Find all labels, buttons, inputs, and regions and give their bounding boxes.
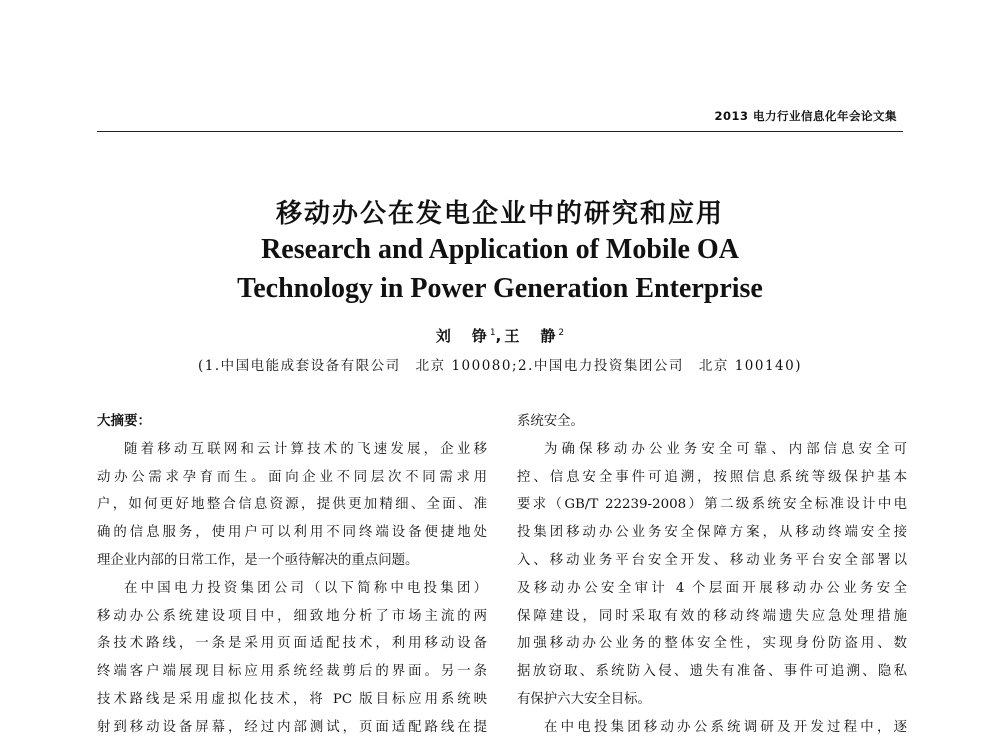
author-2: 王 静 [504, 327, 559, 345]
title-chinese: 移动办公在发电企业中的研究和应用 [275, 199, 724, 229]
text-line: 加强移动办公业务的整体安全性，实现身份防盗用、数 [517, 636, 907, 652]
abstract-left-column [97, 408, 487, 742]
header-rule [97, 131, 903, 132]
author-separator: , [495, 327, 505, 345]
text-line: 户，如何更好地整合信息资源，提供更加精细、全面、准 [97, 497, 487, 513]
abstract-heading: 大摘要： [97, 413, 151, 429]
text-line: 终端客户端展现目标应用系统经裁剪后的界面。另一条 [97, 664, 487, 680]
authors [0, 325, 1000, 346]
text-line: 有保护六大安全目标。 [517, 691, 651, 707]
text-line: 条技术路线，一条是采用页面适配技术，利用移动设备 [97, 636, 487, 652]
text-line: 在中电投集团移动办公系统调研及开发过程中，逐 [544, 719, 907, 735]
text-line: 技术路线是采用虚拟化技术，将 PC 版目标应用系统映 [97, 691, 487, 707]
text-line: 投集团移动办公业务安全保障方案，从移动终端安全接 [517, 525, 907, 541]
text-line: 射到移动设备屏幕，经过内部测试，页面适配路线在提 [97, 719, 487, 735]
title-english-line-1: Research and Application of Mobile OA [261, 234, 739, 265]
text-line: 控、信息安全事件可追溯，按照信息系统等级保护基本 [517, 469, 907, 485]
text-line: 为确保移动办公业务安全可靠、内部信息安全可 [544, 441, 907, 457]
text-line: 随着移动互联网和云计算技术的飞速发展，企业移 [124, 441, 487, 457]
text-line: 系统安全。 [517, 414, 584, 429]
text-line: 在中国电力投资集团公司（以下简称中电投集团） [124, 580, 487, 596]
title-english-line-2: Technology in Power Generation Enterprise [237, 273, 763, 304]
text-line: 确的信息服务，使用户可以利用不同终端设备便捷地处 [97, 525, 487, 541]
text-line: 要求（GB/T 22239-2008）第二级系统安全标准设计中电 [517, 497, 907, 513]
author-2-affil-mark: 2 [558, 328, 565, 338]
abstract-right-column [517, 408, 907, 742]
text-line: 动办公需求孕育而生。面向企业不同层次不同需求用 [97, 469, 487, 485]
running-header: 2013 电力行业信息化年会论文集 [714, 109, 897, 123]
text-line: 移动办公系统建设项目中，细致地分析了市场主流的两 [97, 608, 487, 624]
text-line: 及移动办公安全审计 4 个层面开展移动办公业务安全 [517, 580, 907, 596]
text-line: 入、移动业务平台安全开发、移动业务平台安全部署以 [517, 552, 907, 568]
affiliations: (1.中国电能成套设备有限公司 北京 100080;2.中国电力投资集团公司 北京 100140) [198, 358, 802, 374]
text-line: 据放窃取、系统防入侵、遗失有准备、事件可追溯、隐私 [517, 664, 907, 680]
author-1: 刘 铮 [435, 327, 490, 345]
text-line: 保障建设，同时采取有效的移动终端遗失应急处理措施 [517, 608, 907, 624]
author-1-affil-mark: 1 [489, 328, 496, 338]
text-line: 理企业内部的日常工作，是一个亟待解决的重点问题。 [97, 552, 419, 568]
